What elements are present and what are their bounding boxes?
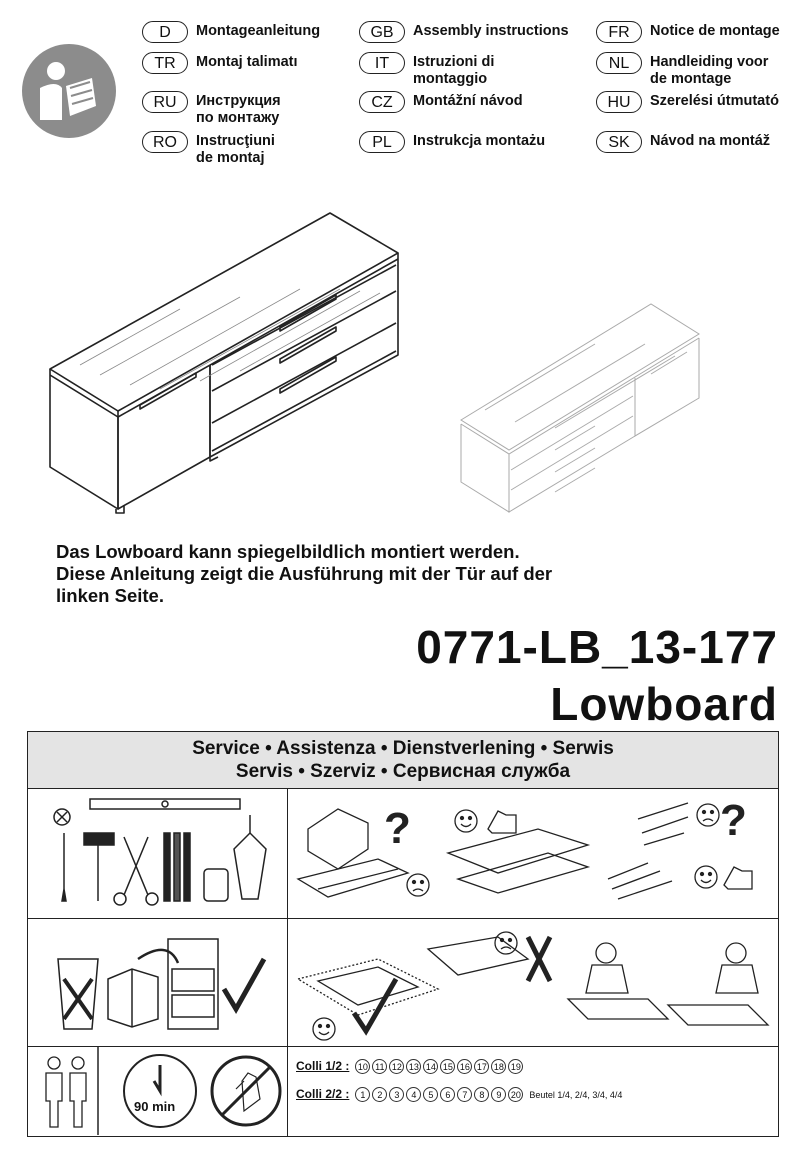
svg-text:?: ? <box>720 796 747 845</box>
read-manual-icon <box>22 44 116 138</box>
lang-ru <box>142 91 281 127</box>
service-header <box>28 732 778 789</box>
colli-cell <box>288 1047 778 1136</box>
lang-label: Instrukcja montażu <box>413 133 546 149</box>
lang-label: Montageanleitung <box>196 23 321 39</box>
colli-number: 5 <box>423 1087 438 1102</box>
lang-sk <box>596 131 770 153</box>
colli-number: 18 <box>491 1059 506 1074</box>
lang-label: Инструкция по монтажу <box>196 93 281 126</box>
colli-number: 2 <box>372 1087 387 1102</box>
beutel-info: Beutel 1/4, 2/4, 3/4, 4/4 <box>529 1090 623 1100</box>
lang-code: NL <box>596 52 642 74</box>
colli-number: 6 <box>440 1087 455 1102</box>
lang-gb <box>359 21 569 43</box>
lowboard-illustration <box>40 205 410 515</box>
lang-hu <box>596 91 779 113</box>
lang-code: IT <box>359 52 405 74</box>
lang-label: Instrucţiuni de montaj <box>196 133 275 166</box>
colli-number: 19 <box>508 1059 523 1074</box>
assembly-surface-icon <box>288 919 776 1045</box>
assembly-surface-cell <box>288 919 778 1047</box>
lang-de <box>142 21 320 43</box>
requirements-cell <box>28 1047 288 1136</box>
service-line-1: Service • Assistenza • Dienstverlening • Serwis <box>192 738 614 759</box>
colli-label-2: Colli 2/2 : <box>296 1087 350 1101</box>
lang-label: Montaj talimatı <box>196 54 298 70</box>
colli-number: 3 <box>389 1087 404 1102</box>
clock-icon <box>120 1051 200 1131</box>
colli-row-1 <box>296 1059 525 1074</box>
svg-text:?: ? <box>384 804 411 853</box>
parts-check-icon <box>288 789 776 917</box>
colli-number: 13 <box>406 1059 421 1074</box>
colli-number: 16 <box>457 1059 472 1074</box>
colli-number: 7 <box>457 1087 472 1102</box>
colli-number: 14 <box>423 1059 438 1074</box>
colli-number: 4 <box>406 1087 421 1102</box>
lang-label: Návod na montáž <box>650 133 771 149</box>
lang-code: SK <box>596 131 642 153</box>
product-number: 0771-LB_13-177 <box>416 621 778 673</box>
service-line-2: Servis • Szerviz • Сервисная служба <box>235 761 571 782</box>
no-children-icon <box>206 1051 286 1131</box>
colli-label-1: Colli 1/2 : <box>296 1059 350 1073</box>
colli-number: 9 <box>491 1087 506 1102</box>
colli-number: 8 <box>474 1087 489 1102</box>
lang-label: Istruzioni di montaggio <box>413 54 495 87</box>
colli-row-2 <box>296 1087 622 1102</box>
colli-number: 11 <box>372 1059 387 1074</box>
lang-it <box>359 52 494 88</box>
recycling-cell <box>28 919 288 1047</box>
lang-code: HU <box>596 91 642 113</box>
colli-number: 12 <box>389 1059 404 1074</box>
lang-code: CZ <box>359 91 405 113</box>
lang-code: FR <box>596 21 642 43</box>
colli-number: 1 <box>355 1087 370 1102</box>
lang-code: GB <box>359 21 405 43</box>
lang-pl <box>359 131 545 153</box>
lang-label: Handleiding voor de montage <box>650 54 769 87</box>
lang-label: Montážní návod <box>413 93 523 109</box>
lang-code: D <box>142 21 188 43</box>
lang-ro <box>142 131 275 167</box>
product-name: Lowboard <box>550 678 778 730</box>
lang-code: RU <box>142 91 188 113</box>
mirror-note: Das Lowboard kann spiegelbildlich montiert werden. Diese Anleitung zeigt die Ausführung mit der Tür auf der linken Seite. <box>56 541 553 606</box>
tools-cell <box>28 789 288 919</box>
lang-code: PL <box>359 131 405 153</box>
lang-fr <box>596 21 780 43</box>
colli-number: 15 <box>440 1059 455 1074</box>
lang-label: Notice de montage <box>650 23 780 39</box>
colli-number: 17 <box>474 1059 489 1074</box>
lowboard-mirrored-illustration <box>455 300 705 515</box>
lang-nl <box>596 52 768 88</box>
tools-icon <box>28 789 286 917</box>
lang-label: Assembly instructions <box>413 23 569 39</box>
recycling-icon <box>28 919 286 1045</box>
colli-number: 20 <box>508 1087 523 1102</box>
lang-code: RO <box>142 131 188 153</box>
lang-label: Szerelési útmutató <box>650 93 779 109</box>
assembly-time: 90 min <box>134 1099 176 1114</box>
colli-number: 10 <box>355 1059 370 1074</box>
parts-check-cell <box>288 789 778 919</box>
service-panel <box>27 731 779 1137</box>
lang-tr <box>142 52 298 74</box>
lang-code: TR <box>142 52 188 74</box>
lang-cz <box>359 91 523 113</box>
